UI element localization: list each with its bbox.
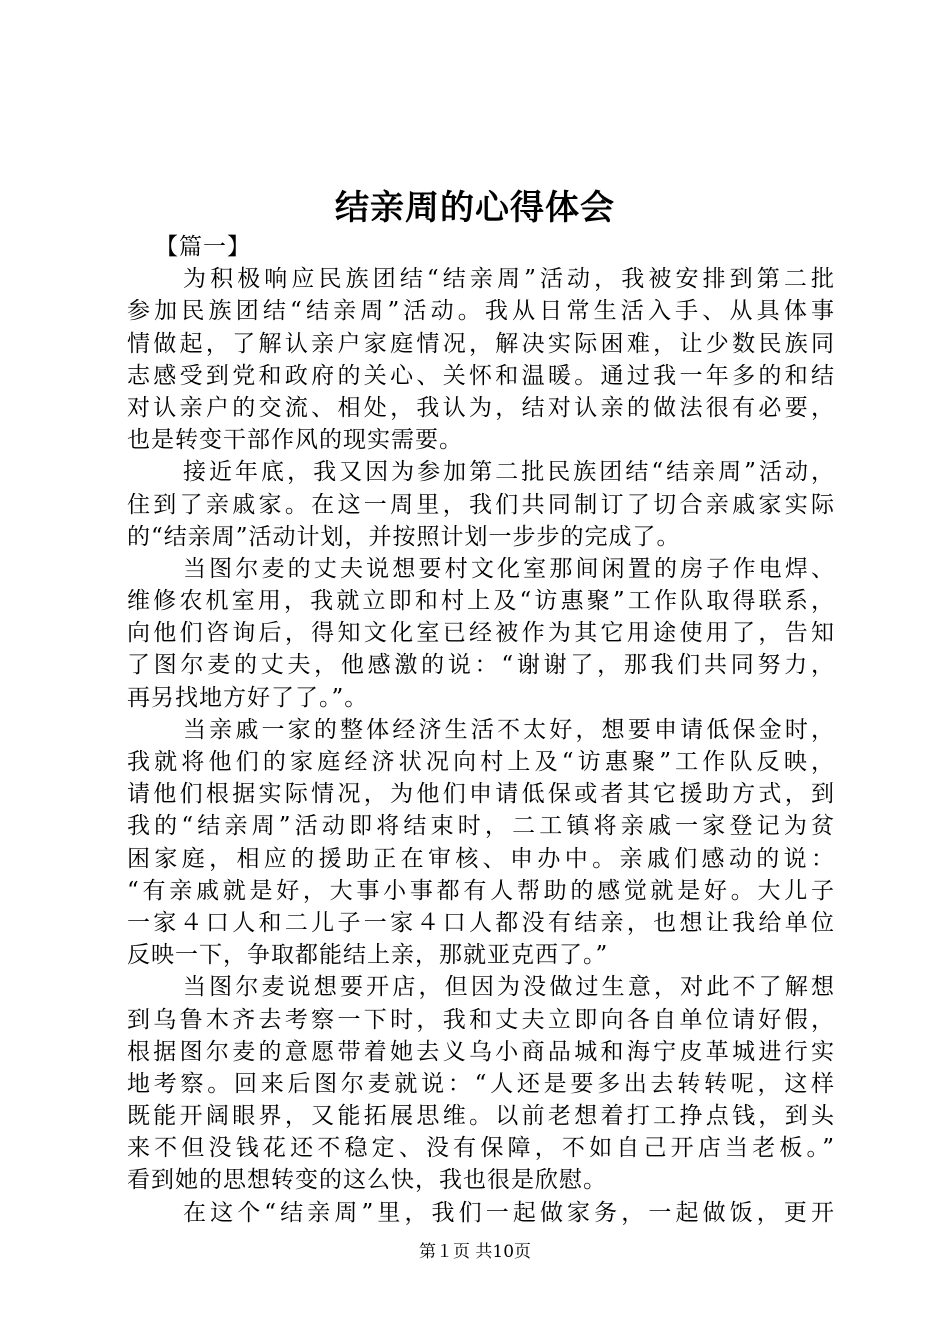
paragraph-line: 也是转变干部作风的现实需要。	[127, 427, 463, 454]
paragraph-line: 到乌鲁木齐去考察一下时，我和丈夫立即向各自单位请好假，	[127, 1006, 835, 1033]
paragraph-line: 当图尔麦的丈夫说想要村文化室那间闲置的房子作电焊、	[183, 555, 835, 582]
paragraph-line: 接近年底，我又因为参加第二批民族团结“结亲周”活动，	[183, 459, 835, 486]
paragraph-line: 住到了亲戚家。在这一周里，我们共同制订了切合亲戚家实际	[127, 491, 835, 518]
paragraph-line: 为积极响应民族团结“结亲周”活动，我被安排到第二批	[183, 266, 835, 293]
section-label: 【篇一】	[155, 234, 251, 260]
paragraph-line: 志感受到党和政府的关心、关怀和温暖。通过我一年多的和结	[127, 362, 835, 389]
paragraph-line: 反映一下，争取都能结上亲，那就亚克西了。”	[127, 942, 609, 969]
paragraph-line: 了图尔麦的丈夫，他感激的说：“谢谢了，那我们共同努力，	[127, 652, 835, 679]
paragraph-line: 当图尔麦说想要开店，但因为没做过生意，对此不了解想	[183, 974, 835, 1001]
paragraph-line: 我就将他们的家庭经济状况向村上及“访惠聚”工作队反映，	[127, 749, 835, 775]
page-footer: 第１页 共10页	[418, 1242, 532, 1262]
paragraph-line: 一家４口人和二儿子一家４口人都没有结亲，也想让我给单位	[127, 909, 835, 936]
paragraph-line: 向他们咨询后，得知文化室已经被作为其它用途使用了，告知	[127, 620, 835, 647]
paragraph-line: 根据图尔麦的意愿带着她去义乌小商品城和海宁皮革城进行实	[127, 1038, 835, 1065]
paragraph-line: 再另找地方好了了。”。	[127, 684, 369, 711]
paragraph-line: 维修农机室用，我就立即和村上及“访惠聚”工作队取得联系，	[127, 588, 835, 615]
paragraph-line: 来不但没钱花还不稳定、没有保障，不如自己开店当老板。”	[127, 1135, 835, 1162]
paragraph-line: 对认亲户的交流、相处，我认为，结对认亲的做法很有必要，	[127, 394, 835, 421]
paragraph-line: 当亲戚一家的整体经济生活不太好，想要申请低保金时，	[183, 716, 835, 743]
paragraph-line: 我的“结亲周”活动即将结束时，二工镇将亲戚一家登记为贫	[127, 813, 835, 840]
paragraph-line: 既能开阔眼界，又能拓展思维。以前老想着打工挣点钱，到头	[127, 1103, 835, 1130]
paragraph-line: 请他们根据实际情况，为他们申请低保或者其它援助方式，到	[127, 781, 835, 808]
paragraph-line: 参加民族团结“结亲周”活动。我从日常生活入手、从具体事	[127, 298, 835, 325]
paragraph-line: 情做起，了解认亲户家庭情况，解决实际困难，让少数民族同	[127, 330, 835, 357]
paragraph-line: “有亲戚就是好，大事小事都有人帮助的感觉就是好。大儿子	[127, 877, 835, 904]
paragraph-line: 地考察。回来后图尔麦就说：“人还是要多出去转转呢，这样	[127, 1070, 835, 1097]
paragraph-line: 困家庭，相应的援助正在审核、申办中。亲戚们感动的说：	[127, 845, 835, 872]
paragraph-line: 看到她的思想转变的这么快，我也很是欣慰。	[127, 1167, 607, 1194]
paragraph-line: 在这个“结亲周”里，我们一起做家务，一起做饭，更开	[183, 1199, 835, 1226]
document-title: 结亲周的心得体会	[335, 188, 615, 228]
paragraph-line: 的“结亲周”活动计划，并按照计划一步步的完成了。	[127, 523, 681, 550]
document-body	[127, 231, 835, 1229]
